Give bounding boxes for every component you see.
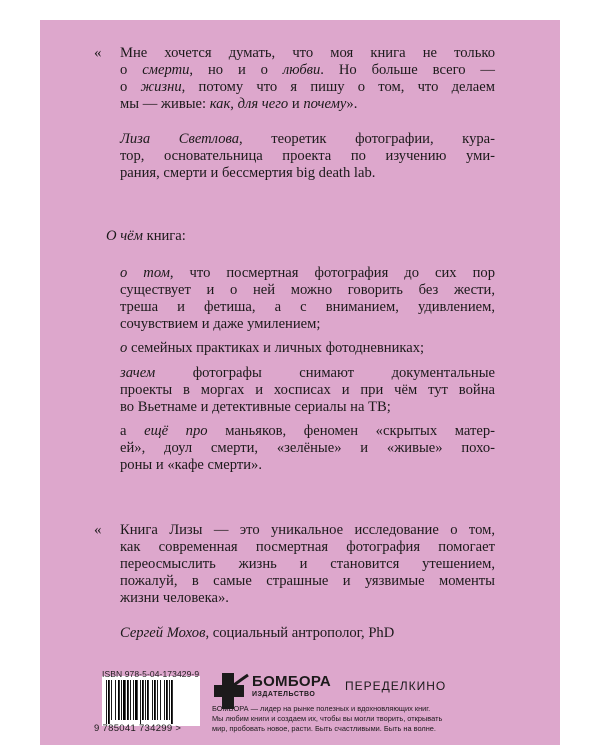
author-2: Сергей Мохов, социальный антрополог, PhD	[120, 625, 395, 641]
about-item-line: проекты в моргах и хосписах и при чём тут война	[120, 382, 495, 398]
quote-1-line: о жизни, потому что я пишу о том, что делаем	[120, 79, 495, 95]
imprint-name: ПЕРЕДЕЛКИНО	[345, 679, 447, 693]
quote-1-open-mark: «	[94, 45, 102, 61]
quote-1-line: мы — живые: как, для чего и почему».	[120, 96, 358, 112]
about-item-line: сочувствием и даже умилением;	[120, 316, 321, 332]
about-item-line: о семейных практиках и личных фотодневниках;	[120, 340, 425, 356]
barcode-number: 9 785041 734299 >	[94, 723, 182, 734]
about-item-line: о том, что посмертная фотография до сих пор	[120, 265, 495, 281]
quote-2-line: жизни человека».	[120, 590, 229, 606]
about-item-line: во Вьетнаме и детективные сериалы на ТВ;	[120, 399, 391, 415]
publisher-tagline: Мы любим книги и создаем их, чтобы вы могли творить, открывать	[212, 714, 443, 723]
publisher-name: БОМБОРА	[252, 673, 332, 690]
about-item-line: а ещё про маньяков, феномен «скрытых матер-	[120, 423, 495, 439]
quote-2-line: как современная посмертная фотография помогает	[120, 539, 495, 555]
about-item-line: зачем фотографы снимают документальные	[120, 365, 495, 381]
publisher-tagline: мир, пробовать новое, расти. Быть счастливыми. Быть на волне.	[212, 724, 436, 733]
about-item-line: ей», доул смерти, «зелёные» и «живые» похо-	[120, 440, 495, 456]
quote-2-line: переосмыслить жизнь и становится утешением,	[120, 556, 495, 572]
about-heading: О чём книга:	[106, 228, 186, 244]
isbn: ISBN 978-5-04-173429-9	[102, 669, 200, 679]
quote-1-line: Мне хочется думать, что моя книга не только	[120, 45, 495, 61]
publisher-subtitle: ИЗДАТЕЛЬСТВО	[252, 691, 316, 698]
author-1-line: Лиза Светлова, теоретик фотографии, кура-	[120, 131, 495, 147]
quote-2-line: Книга Лизы — это уникальное исследование о том,	[120, 522, 495, 538]
about-item-line: треша и фетиша, а с вниманием, удивлением,	[120, 299, 495, 315]
quote-1-line: о смерти, но и о любви. Но больше всего —	[120, 62, 495, 78]
about-item-line: существует и о ней можно говорить без жести,	[120, 282, 495, 298]
publisher-tagline: БОМБОРА — лидер на рынке полезных и вдохновляющих книг.	[212, 704, 431, 713]
about-item-line: роны и «кафе смерти».	[120, 457, 262, 473]
author-1-line: тор, основательница проекта по изучению уми-	[120, 148, 495, 164]
author-1-line: рания, смерти и бессмертия big death lab.	[120, 165, 376, 181]
quote-2-open-mark: «	[94, 522, 102, 538]
back-cover	[40, 20, 560, 745]
quote-2-line: пожалуй, в самые страшные и уязвимые моменты	[120, 573, 495, 589]
